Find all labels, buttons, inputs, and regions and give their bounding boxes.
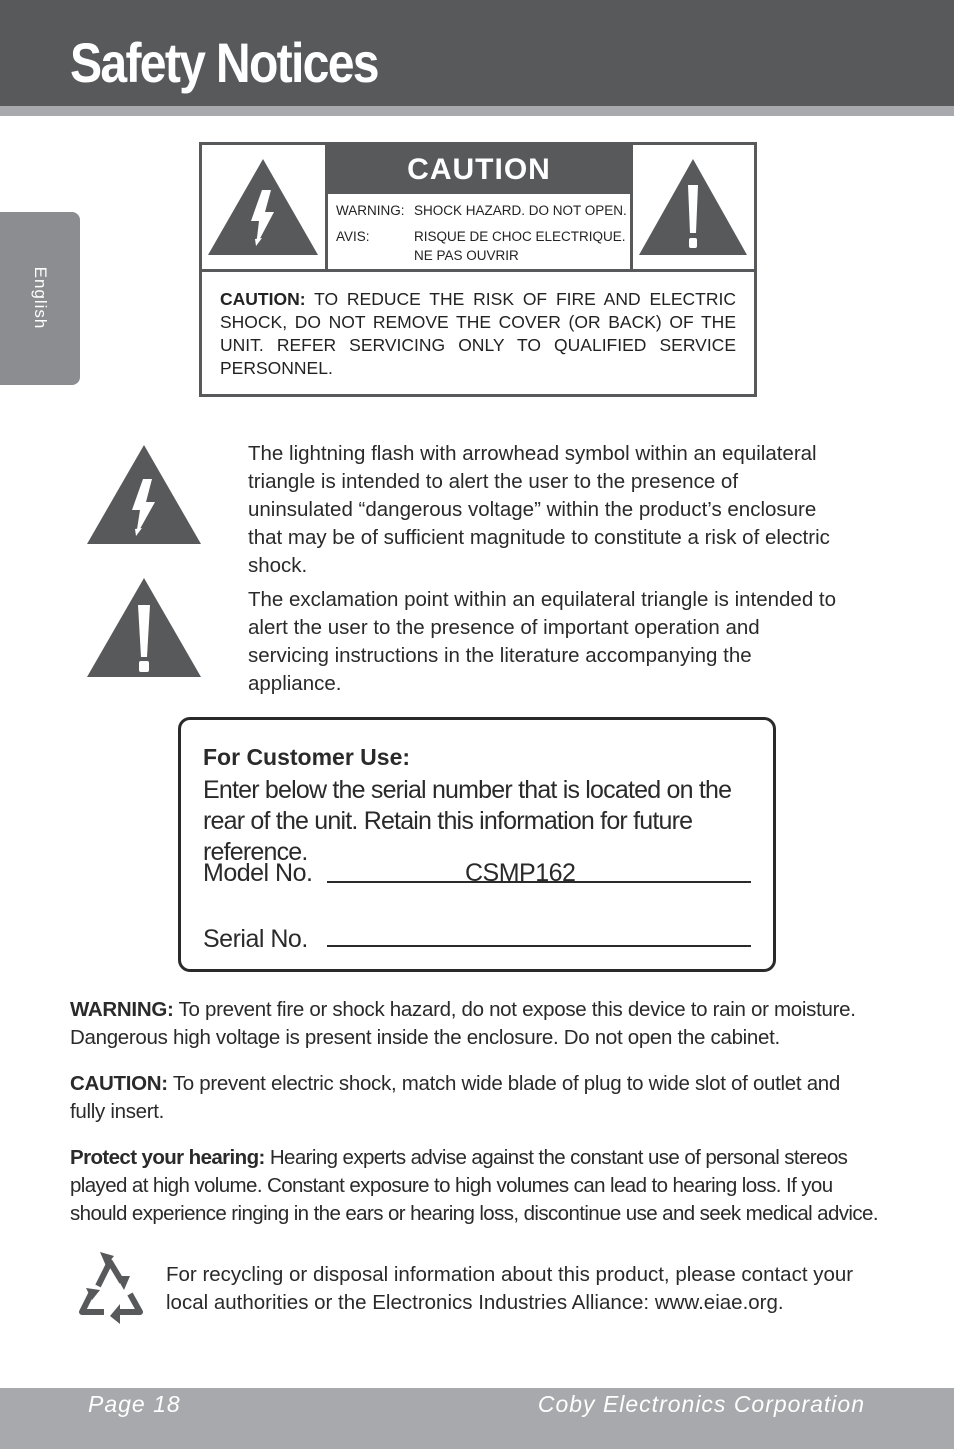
customer-use-box (178, 717, 776, 972)
lightning-warning-icon (202, 145, 325, 269)
hearing-notice-text: Hearing experts advise against the constant use of personal stereos played at high volume. Constant exposure to high volumes can lead to hearing loss. If you should experience ringing in the ears or hearing loss, discontinue use and seek medical advice. (70, 1146, 878, 1225)
exclamation-warning-icon (633, 145, 754, 269)
footer-page-number: Page 18 (88, 1391, 181, 1417)
exclamation-symbol-description: The exclamation point within an equilateral triangle is intended to alert the user to the presence of important operation and servicing instructions in the literature accompanying the appliance. (248, 588, 837, 695)
caution-heading: CAUTION (328, 145, 630, 194)
serial-number-label: Serial No. (203, 925, 308, 953)
caution-lightning-cell (202, 145, 328, 272)
caution-warning-row (336, 203, 627, 218)
footer-company-name: Coby Electronics Corporation (537, 1391, 865, 1417)
header-stripe (0, 106, 954, 116)
caution-statement (220, 288, 736, 380)
caution-notice-lead: CAUTION: (70, 1072, 168, 1095)
lightning-triangle-icon (86, 444, 202, 545)
customer-use-instructions: Enter below the serial number that is located on the rear of the unit. Retain this information for future reference. (203, 776, 732, 866)
warning-notice-text: To prevent fire or shock hazard, do not expose this device to rain or moisture. Dangerous high voltage is present inside the enclosure. Do not open the cabinet. (70, 998, 856, 1049)
customer-use-title: For Customer Use: (203, 744, 411, 770)
caution-warning-label: WARNING: (336, 203, 405, 218)
warning-notice-lead: WARNING: (70, 998, 174, 1021)
model-number-field[interactable] (327, 881, 751, 883)
serial-number-field[interactable] (327, 945, 751, 947)
caution-label-box (199, 142, 757, 397)
caution-notice-text: To prevent electric shock, match wide blade of plug to wide slot of outlet and fully insert. (70, 1072, 840, 1123)
hearing-notice-lead: Protect your hearing: (70, 1146, 265, 1169)
caution-avis-label: AVIS: (336, 229, 370, 244)
caution-exclamation-cell (630, 145, 754, 272)
recycling-icon (70, 1246, 154, 1330)
exclamation-triangle-icon (86, 577, 202, 678)
caution-notice (70, 1070, 880, 1126)
recycling-notice: For recycling or disposal information about this product, please contact your local authorities or the Electronics Industries Alliance: www.eiae.org. (166, 1263, 854, 1314)
caution-warning-text (328, 194, 630, 269)
model-number-label: Model No. (203, 859, 313, 887)
warning-notice (70, 996, 880, 1052)
caution-center-cell (328, 145, 630, 272)
language-tab-label: English (31, 266, 50, 330)
lightning-symbol-description: The lightning flash with arrowhead symbol within an equilateral triangle is intended to alert the user to the presence of uninsulated “dangerous voltage” within the product’s enclosure that may be of sufficient magnitude to constitute a risk of electric shock. (248, 442, 830, 577)
caution-warning-value: SHOCK HAZARD. DO NOT OPEN. (414, 203, 627, 218)
caution-statement-text: TO REDUCE THE RISK OF FIRE AND ELECTRIC SHOCK, DO NOT REMOVE THE COVER (OR BACK) OF THE UNIT. REFER SERVICING ONLY TO QUALIFIED SERVICE PERSONNEL. (220, 289, 737, 378)
caution-avis-value-2: NE PAS OUVRIR (414, 248, 519, 263)
caution-avis-row-2 (336, 248, 519, 263)
caution-avis-value: RISQUE DE CHOC ELECTRIQUE. (414, 229, 626, 244)
model-number-value: CSMP162 (465, 859, 576, 887)
hearing-notice (70, 1144, 880, 1228)
caution-avis-row (336, 229, 626, 244)
caution-statement-lead: CAUTION: (220, 289, 306, 309)
page-title: Safety Notices (70, 31, 378, 94)
